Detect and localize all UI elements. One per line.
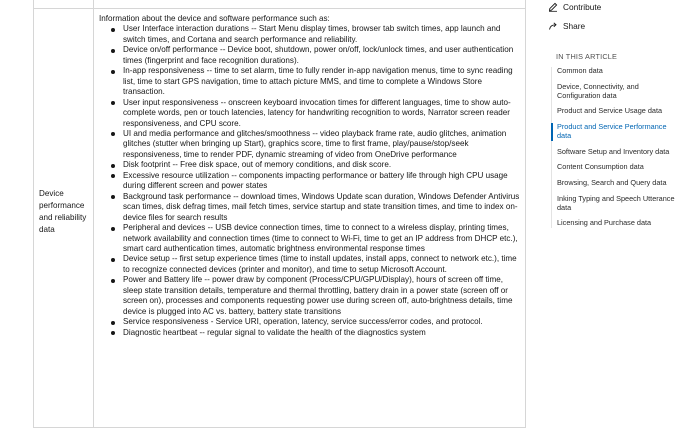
list-item: Service responsiveness - Service URI, operation, latency, service success/error codes, and protocol.: [123, 317, 523, 327]
list-item: UI and media performance and glitches/smoothness -- video playback frame rate, audio glitches, animation glitches (stutter when bringing up Start), graphics score, time to first frame, play/pause/stop/seek responsiveness, time to render PDF, dynamic streaming of video from OneDrive performance: [123, 129, 523, 160]
toc-heading: IN THIS ARTICLE: [556, 52, 618, 61]
table-column-divider: [93, 0, 94, 427]
description-cell: [99, 14, 523, 338]
list-item: Power and Battery life -- power draw by component (Process/CPU/GPU/Display), hours of screen off time, sleep state transition details, temperature and thermal throttling, battery drain in a power state (screen off or screen on), processes and components requesting power use during screen off, auto-brightness details, time device is plugged into AC vs. battery, battery state transitions: [123, 275, 523, 317]
list-item: Device setup -- first setup experience times (time to install updates, install apps, connect to network etc.), time to recognize connected devices (printer and monitor), and time to setup Microsoft Account.: [123, 254, 523, 275]
toc-item-product-service-performance[interactable]: Product and Service Performance data: [551, 123, 676, 140]
list-item: Disk footprint -- Free disk space, out of memory conditions, and disk score.: [123, 160, 523, 170]
list-item: Excessive resource utilization -- components impacting performance or battery life through high CPU usage during different screen and power states: [123, 171, 523, 192]
description-list: [99, 24, 523, 338]
list-item: Diagnostic heartbeat -- regular signal to validate the health of the diagnostics system: [123, 328, 523, 338]
description-intro: Information about the device and software performance such as:: [99, 14, 330, 23]
toc-item-inking-typing[interactable]: Inking Typing and Speech Utterance data: [557, 193, 675, 212]
share-icon: [548, 21, 558, 31]
list-item: User input responsiveness -- onscreen keyboard invocation times for different languages, time to show auto-complete words, pen or touch latencies, latency for handwriting recognition to words, Narrator screen reader responsiveness, and CPU score.: [123, 98, 523, 129]
toc-item-device-connectivity[interactable]: Device, Connectivity, and Configuration data: [557, 81, 639, 100]
edit-icon: [548, 2, 558, 12]
list-item: User Interface interaction durations -- Start Menu display times, browser tab switch times, app launch and switch times, and Cortana and search performance and reliability.: [123, 24, 523, 45]
article-actions: [548, 0, 601, 38]
share-button[interactable]: [548, 19, 601, 33]
in-this-article-nav: [551, 52, 676, 235]
data-table: [33, 0, 526, 428]
list-item: Device on/off performance -- Device boot, shutdown, power on/off, lock/unlock times, and user authentication times (fingerprint and face recognition durations).: [123, 45, 523, 66]
share-label: Share: [563, 21, 586, 31]
toc-item-common-data[interactable]: Common data: [557, 66, 603, 75]
toc-item-browsing-search[interactable]: Browsing, Search and Query data: [557, 178, 667, 188]
toc-item-product-service-usage[interactable]: Product and Service Usage data: [557, 106, 663, 116]
toc-item-licensing-purchase[interactable]: Licensing and Purchase data: [557, 218, 652, 228]
contribute-label: Contribute: [563, 2, 602, 12]
category-cell: Device performance and reliability data: [39, 189, 87, 235]
list-item: Peripheral and devices -- USB device connection times, time to connect to a wireless display, printing times, network availability and connection times (time to connect to Wi-Fi, time to get an IP address from DHCP etc.), smart card authentication times, automatic brightness environmental response times: [123, 223, 523, 254]
toc-item-content-consumption[interactable]: Content Consumption data: [557, 162, 644, 172]
contribute-button[interactable]: [548, 0, 601, 14]
toc-list: [551, 67, 676, 228]
list-item: Background task performance -- download times, Windows Update scan duration, Windows Defender Antivirus scan times, disk defrag times, mail fetch times, service startup and state transition times, and time to index on-device files for search results: [123, 192, 523, 223]
toc-item-software-setup[interactable]: Software Setup and Inventory data: [557, 146, 670, 156]
list-item: In-app responsiveness -- time to set alarm, time to fully render in-app navigation menus, time to sync reading list, time to start GPS navigation, time to attach picture MMS, and time to complete a Windows Store transaction.: [123, 66, 523, 97]
table-row-divider: [34, 8, 525, 9]
